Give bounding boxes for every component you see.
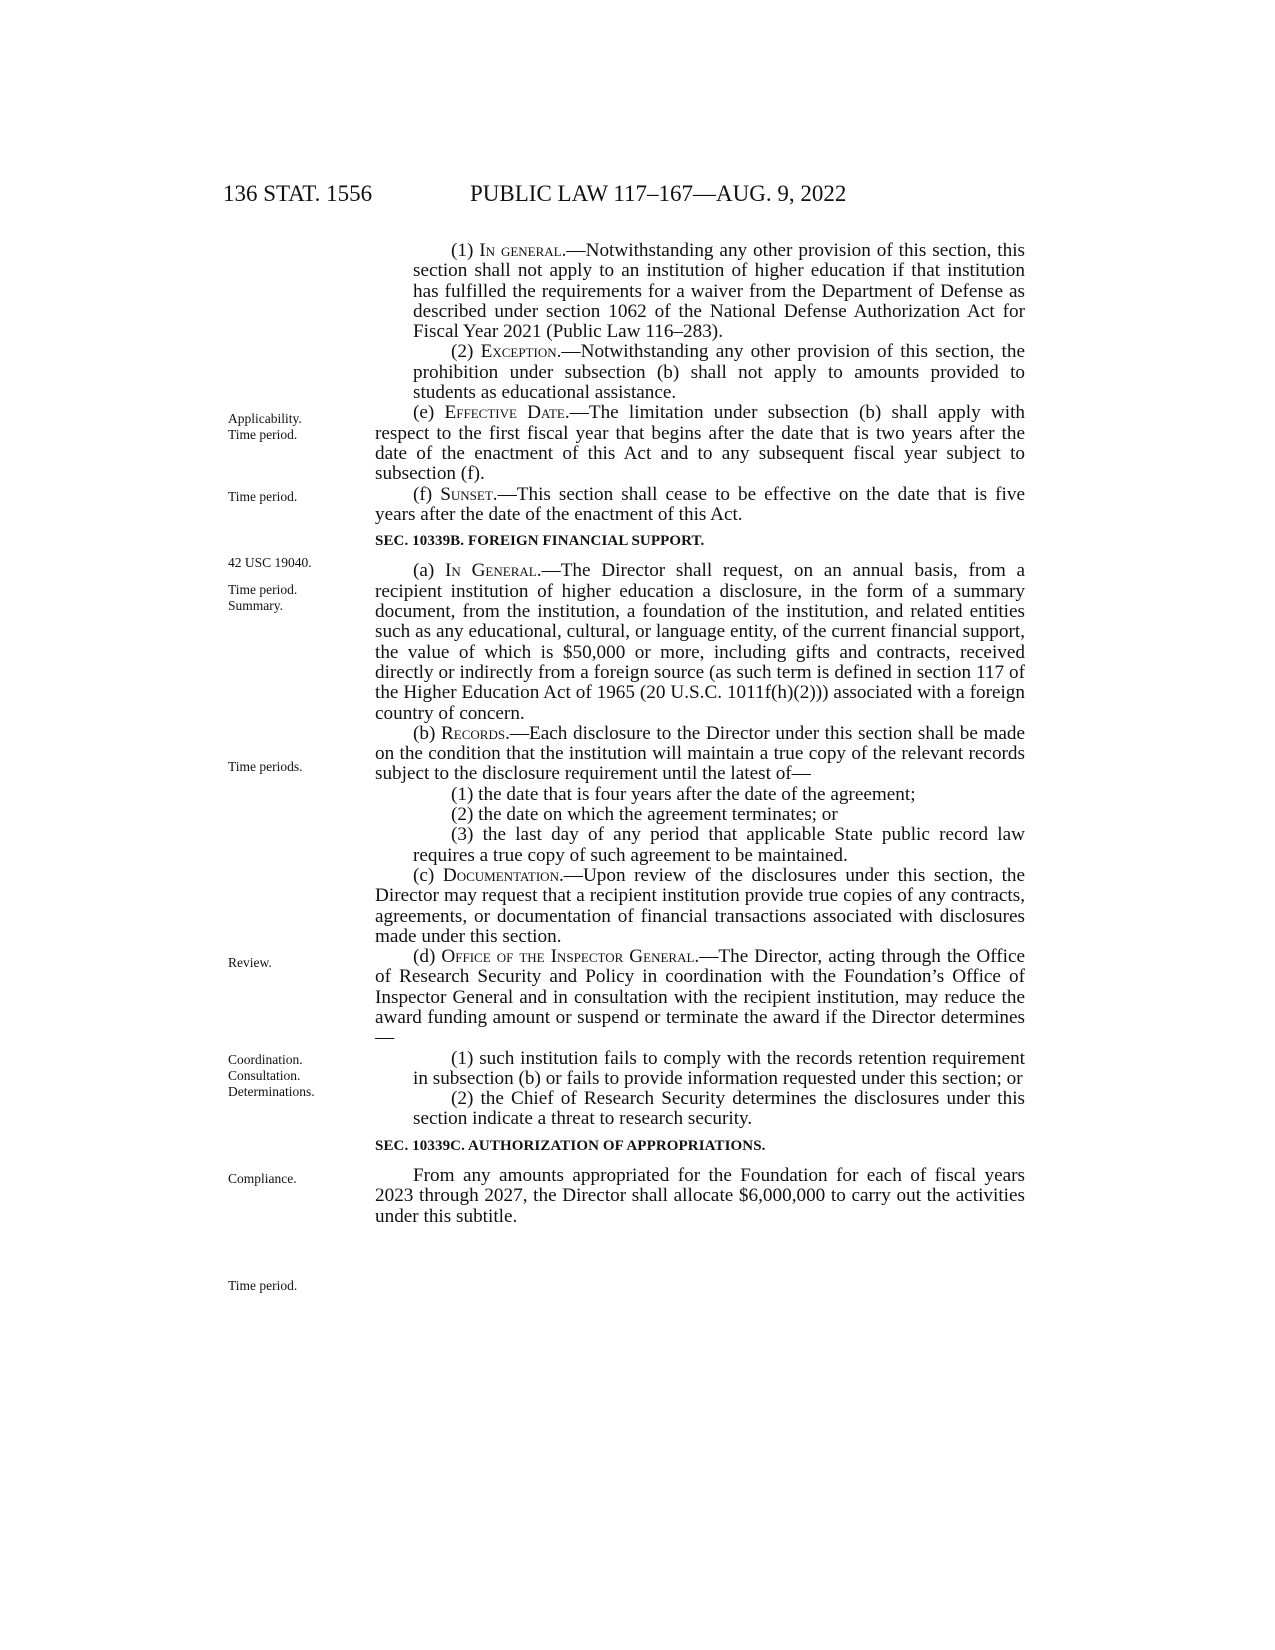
margin-note: Compliance. [228,1171,297,1186]
section-heading-10339c: SEC. 10339C. AUTHORIZATION OF APPROPRIATIONS. [375,1137,766,1154]
subsection-e-effective-date: (e) Effective Date.—The limitation under subsection (b) shall apply with respect to the first fiscal year that begins after the date that is two years after the date of the enactment of this Act and to any subsequent fiscal year subject to subsection (f). [375,402,1026,485]
records-paragraph-2: (2) the date on which the agreement terminates; or [451,804,838,826]
margin-note: Time periods. [228,759,303,774]
subsection-f-sunset: (f) Sunset.—This section shall cease to be effective on the date that is five years after the date of the enactment of this Act. [375,483,1026,525]
margin-note: Time period. Summary. [228,582,298,613]
subsection-d-inspector-general: (d) Office of the Inspector General.—The Director, acting through the Office of Research Security and Policy in coordination with the Foundation’s Office of Inspector General and in consultation with the recipient institution, may reduce the award funding amount or suspend or terminate the award if the Director determines— [375,946,1026,1049]
determination-paragraph-2: (2) the Chief of Research Security determines the disclosures under this section indicate a threat to research security. [413,1088,1025,1130]
statute-text [375,241,1025,1227]
running-title: PUBLIC LAW 117–167—AUG. 9, 2022 [470,181,847,206]
paragraph-2-exception: (2) Exception.—Notwithstanding any other provision of this section, the prohibition under subsection (b) shall not apply to amounts provided to students as educational assistance. [413,341,1026,404]
margin-note: Review. [228,955,272,970]
records-paragraph-3: (3) the last day of any period that applicable State public record law requires a true copy of such agreement to be maintained. [413,824,1025,866]
subsection-c-documentation: (c) Documentation.—Upon review of the disclosures under this section, the Director may request that a recipient institution provide true copies of any contracts, agreements, or documentation of financial transactions associated with disclosures made under this section. [375,864,1026,947]
margin-note: Time period. [228,489,298,504]
appropriations-text: From any amounts appropriated for the Foundation for each of fiscal years 2023 through 2027, the Director shall allocate $6,000,000 to carry out the activities under this subtitle. [375,1165,1025,1227]
page-reference: 136 STAT. 1556 [223,181,373,206]
records-paragraph-1: (1) the date that is four years after the date of the agreement; [451,783,916,805]
margin-note: Coordination. Consultation. Determinations. [228,1052,315,1099]
subsection-a-in-general: (a) In General.—The Director shall request, on an annual basis, from a recipient institution of higher education a disclosure, in the form of a summary document, from the institution, a foundation of the institution, and related entities such as any educational, cultural, or language entity, of the current financial support, the value of which is $50,000 or more, including gifts and contracts, received directly or indirectly from a foreign source (as such term is defined in section 117 of the Higher Education Act of 1965 (20 U.S.C. 1011f(h)(2))) associated with a foreign country of concern. [375,560,1025,724]
section-heading-10339b: SEC. 10339B. FOREIGN FINANCIAL SUPPORT. [375,533,705,550]
margin-note: Time period. [228,1278,298,1293]
paragraph-1-in-general: (1) In general.—Notwithstanding any other provision of this section, this section shall not apply to an institution of higher education if that institution has fulfilled the requirements for a waiver from the Department of Defense as described under section 1062 of the National Defense Authorization Act for Fiscal Year 2021 (Public Law 116–283). [413,240,1026,343]
page-header [0,181,1275,221]
margin-note: 42 USC 19040. [228,555,312,570]
subsection-b-records: (b) Records.—Each disclosure to the Director under this section shall be made on the condition that the institution will maintain a true copy of the relevant records subject to the disclosure requirement until the latest of— [375,722,1025,785]
determination-paragraph-1: (1) such institution fails to comply with the records retention requirement in subsection (b) or fails to provide information requested under this section; or [413,1047,1025,1089]
margin-note: Applicability. Time period. [228,411,302,442]
